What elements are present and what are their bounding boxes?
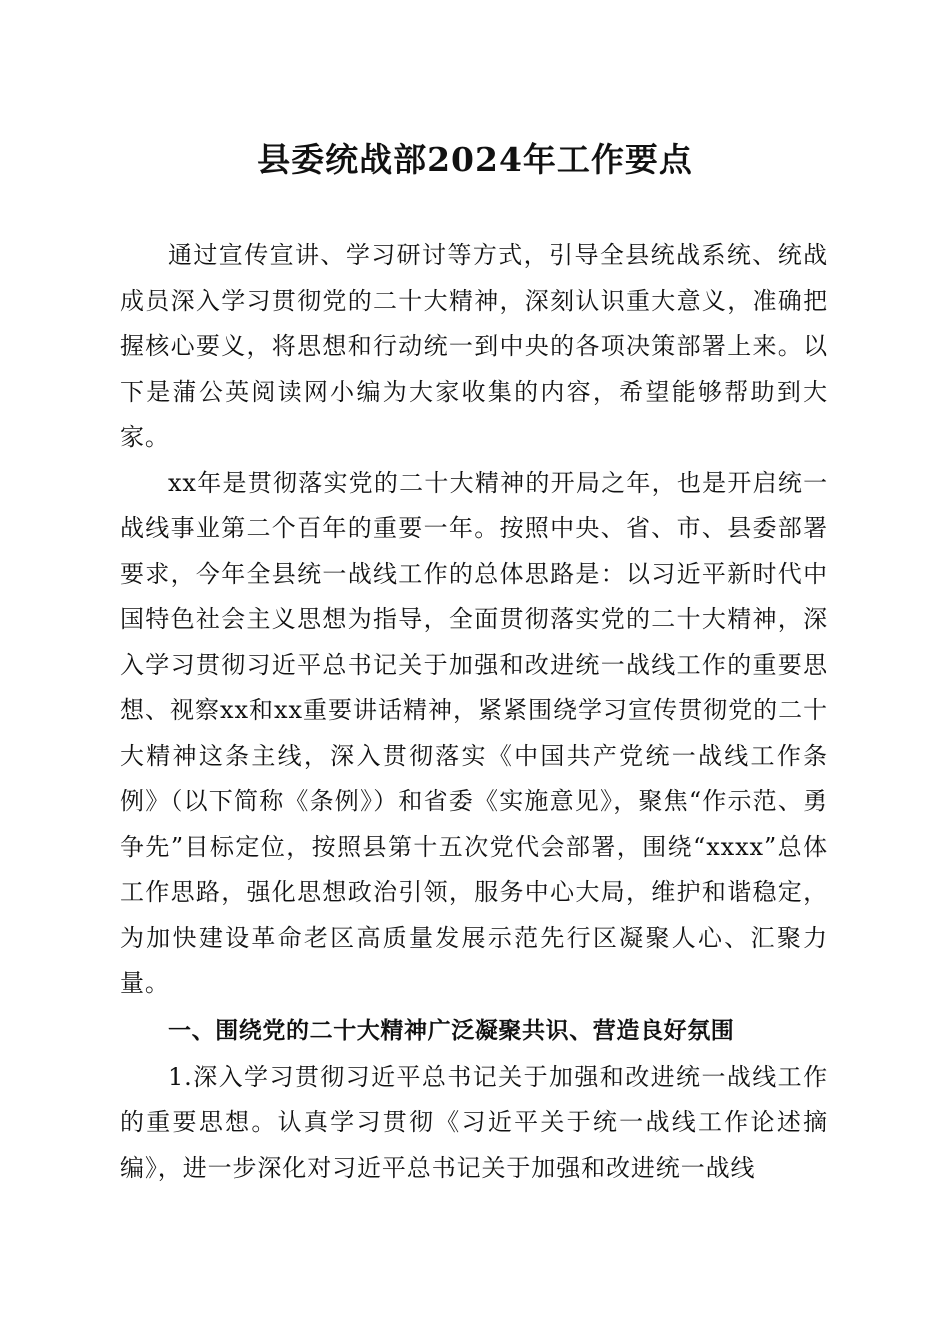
overview-paragraph: xx年是贯彻落实党的二十大精神的开局之年，也是开启统一战线事业第二个百年的重要一年。按照中央、省、市、县委部署要求，今年全县统一战线工作的总体思路是：以习近平新时代中国特色社会主义思想为指导，全面贯彻落实党的二十大精神，深入学习贯彻习近平总书记关于加强和改进统一战线工作的重要思想、视察xx和xx重要讲话精神，紧紧围绕学习宣传贯彻党的二十大精神这条主线，深入贯彻落实《中国共产党统一战线工作条例》（以下简称《条例》）和省委《实施意见》，聚焦“作示范、勇争先”目标定位，按照县第十五次党代会部署，围绕“xxxx”总体工作思路，强化思想政治引领，服务中心大局，维护和谐稳定，为加快建设革命老区高质量发展示范先行区凝聚人心、汇聚力量。	[120, 468, 828, 997]
section-heading: 一、围绕党的二十大精神广泛凝聚共识、营造良好氛围	[168, 1017, 735, 1044]
section-paragraph: 1.深入学习贯彻习近平总书记关于加强和改进统一战线工作的重要思想。认真学习贯彻《习近平关于统一战线工作论述摘编》，进一步深化对习近平总书记关于加强和改进统一战线	[120, 1062, 828, 1182]
document-body	[120, 233, 828, 1191]
document-title: 县委统战部2024年工作要点	[257, 140, 693, 179]
intro-paragraph: 通过宣传宣讲、学习研讨等方式，引导全县统战系统、统战成员深入学习贯彻党的二十大精神，深刻认识重大意义，准确把握核心要义，将思想和行动统一到中央的各项决策部署上来。以下是蒲公英阅读网小编为大家收集的内容，希望能够帮助到大家。	[120, 241, 828, 451]
